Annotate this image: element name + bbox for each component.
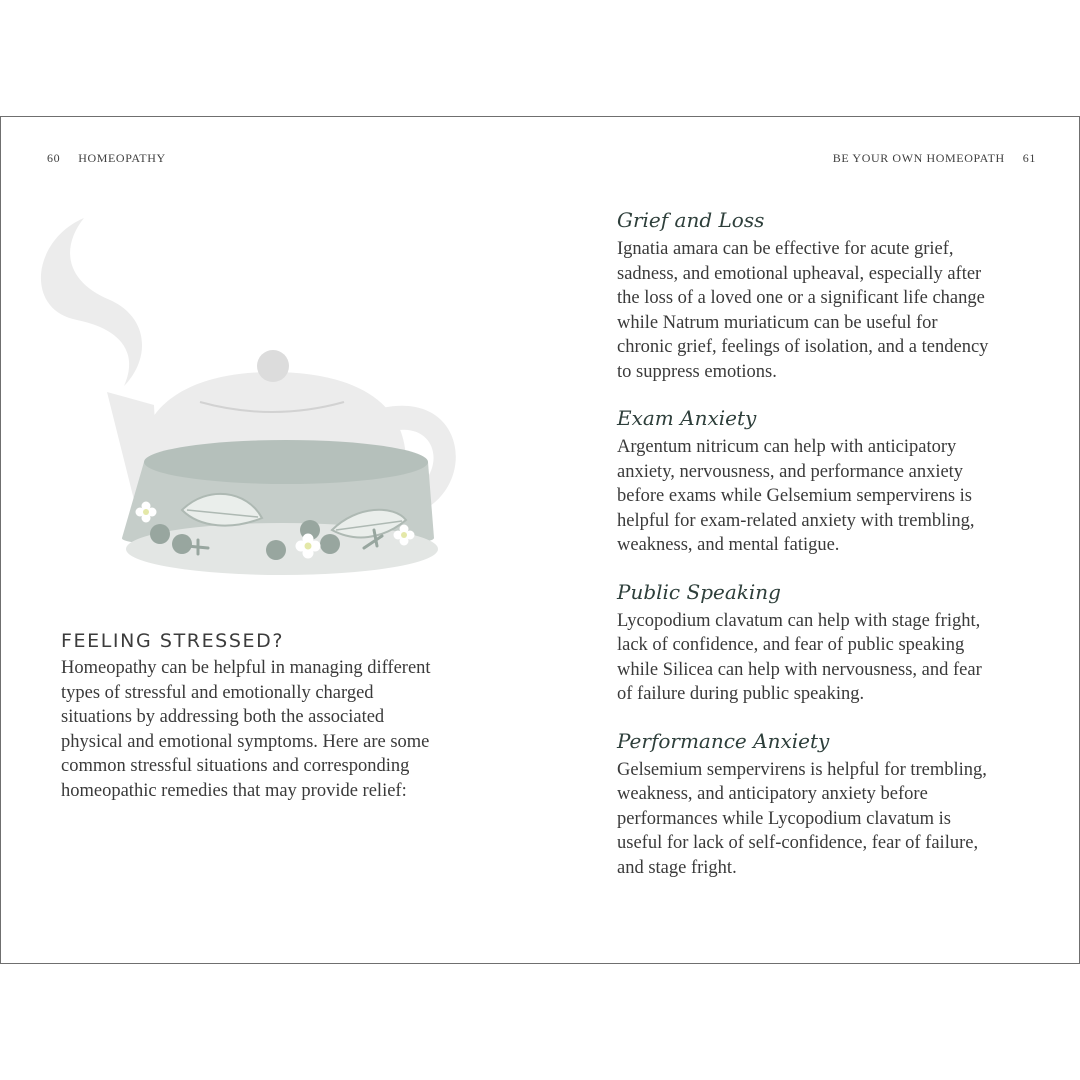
remedy-performance-anxiety <box>617 729 1037 881</box>
remedy-grief-and-loss <box>617 208 1037 384</box>
right-running-head <box>833 151 1036 166</box>
remedy-line: Gelsemium sempervirens is helpful for trembling, <box>617 759 987 780</box>
intro-line: Homeopathy can be helpful in managing different <box>61 658 431 678</box>
remedy-line: chronic grief, feelings of isolation, and a tendency <box>617 337 989 357</box>
remedy-heading: Grief and Loss <box>617 208 765 232</box>
remedy-line: of failure during public speaking. <box>617 684 865 704</box>
remedy-heading: Public Speaking <box>617 579 781 604</box>
left-running-head <box>47 151 166 166</box>
remedy-line: useful for lack of self-confidence, fear of failure, <box>617 833 979 853</box>
remedies-column <box>617 208 1037 902</box>
remedy-line: anxiety, nervousness, and performance anxiety <box>617 461 964 482</box>
intro-section <box>61 630 481 803</box>
remedy-line: Lycopodium clavatum can help with stage fright, <box>617 610 981 631</box>
left-page-number: 60 <box>47 151 61 165</box>
intro-line: types of stressful and emotionally charged <box>61 682 374 703</box>
berry-icon <box>172 534 192 554</box>
remedy-paragraph <box>617 609 1037 707</box>
remedy-paragraph <box>617 237 1037 384</box>
remedy-line: sadness, and emotional upheaval, especially after <box>617 263 982 284</box>
remedy-heading: Exam Anxiety <box>617 406 757 430</box>
right-running-head-title: BE YOUR OWN HOMEOPATH <box>832 151 1005 165</box>
remedy-exam-anxiety <box>617 406 1037 558</box>
berry-icon <box>150 524 170 544</box>
remedy-line: weakness, and mental fatigue. <box>617 535 840 555</box>
remedy-line: the loss of a loved one or a significant life change <box>617 288 985 308</box>
remedy-line: to suppress emotions. <box>617 361 777 382</box>
intro-line: situations by addressing both the associated <box>61 707 385 727</box>
remedy-line: performances while Lycopodium clavatum is <box>617 808 951 829</box>
teapot-illustration <box>22 200 480 595</box>
remedy-public-speaking <box>617 580 1037 707</box>
section-title: FEELING STRESSED? <box>61 630 285 652</box>
remedy-line: and stage fright. <box>617 857 737 878</box>
intro-line: common stressful situations and corresponding <box>61 756 410 776</box>
berry-icon <box>320 534 340 554</box>
remedy-line: while Natrum muriaticum can be useful for <box>617 312 938 333</box>
remedy-line: lack of confidence, and fear of public speaking <box>617 635 965 655</box>
teapot-lid-knob <box>257 350 289 382</box>
remedy-line: Argentum nitricum can help with anticipatory <box>617 437 957 457</box>
remedy-line: weakness, and anticipatory anxiety before <box>617 784 928 804</box>
intro-paragraph <box>61 656 481 803</box>
left-running-head-title: HOMEOPATHY <box>78 151 166 165</box>
remedy-line: Ignatia amara can be effective for acute grief, <box>617 239 954 259</box>
remedy-line: before exams while Gelsemium sempervirens is <box>617 486 972 506</box>
remedy-line: helpful for exam-related anxiety with trembling, <box>617 510 975 531</box>
remedy-paragraph <box>617 435 1037 558</box>
remedy-paragraph <box>617 758 1037 881</box>
intro-line: physical and emotional symptoms. Here are some <box>61 731 430 752</box>
berry-icon <box>266 540 286 560</box>
remedy-heading: Performance Anxiety <box>617 728 830 753</box>
remedy-line: while Silicea can help with nervousness, and fear <box>617 659 982 680</box>
intro-line: homeopathic remedies that may provide relief: <box>61 780 407 801</box>
steam-icon <box>41 218 142 386</box>
right-page-number: 61 <box>1022 151 1036 165</box>
tea-surface <box>144 440 428 484</box>
